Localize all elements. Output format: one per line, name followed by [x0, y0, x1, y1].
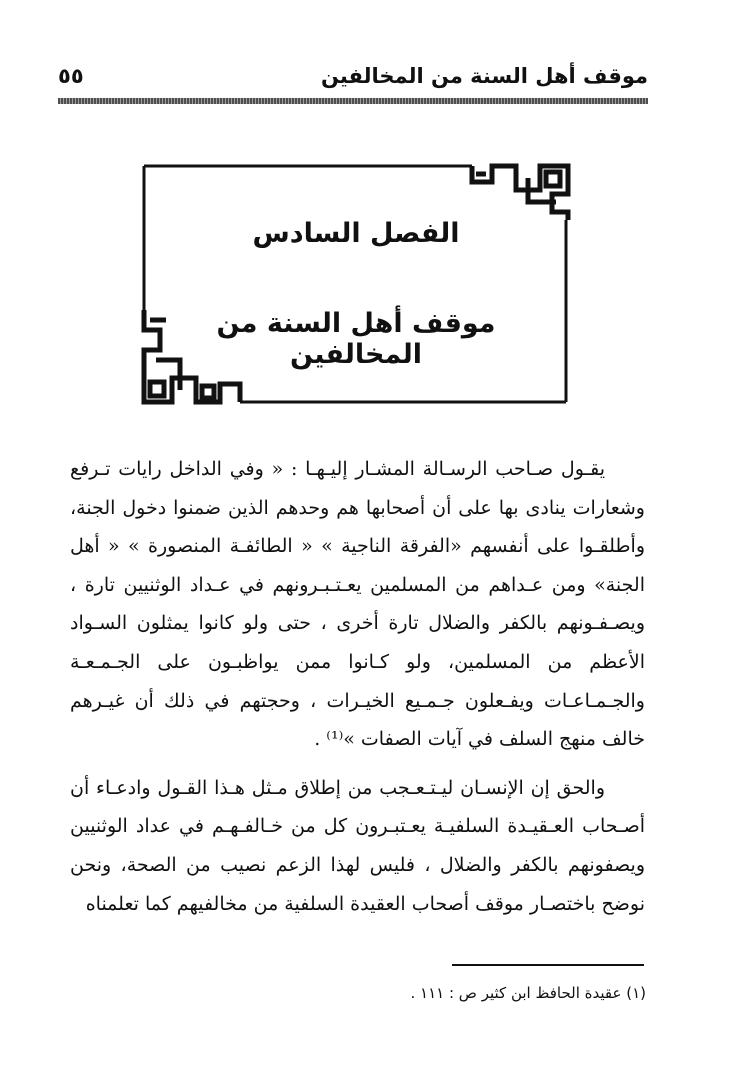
page-number: ٥٥ — [58, 64, 84, 88]
footnote: (١) عقيدة الحافظ ابن كثير ص : ١١١ . — [410, 984, 646, 1002]
paragraph: والحق إن الإنسـان ليـتـعـجب من إطلاق مـثل هـذا القـول وادعـاء أن أصـحاب العـقيـدة السلفيـة يعـتبـرون كل من خـالفـهـم في عداد الوثنيين ويصفونهم بالكفر والضلال ، فليس لهذا الزعم نصيب من الصحة، ونحن نوضح باختصـار موقف أصحاب العقيدة السلفية من مخالفيهم كما تعلمناه — [70, 776, 645, 915]
running-title: موقف أهل السنة من المخالفين — [321, 64, 648, 88]
chapter-title: موقف أهل السنة من المخالفين — [216, 308, 496, 370]
ornamental-border-icon — [136, 160, 576, 408]
running-head — [58, 58, 648, 98]
header-rule — [58, 98, 648, 104]
footnote-rule — [452, 964, 644, 966]
body-text — [70, 450, 645, 933]
chapter-title-frame — [136, 160, 576, 408]
paragraph: يقـول صـاحب الرسـالة المشـار إليـهـا : « وفي الداخل رايات تـرفع وشعارات ينادى بها على أن أصحابها هم وحدهم الذين ضمنوا دخول الجنة، وأطلقـوا على أنفسهم «الفرقة الناجية » « الطائفـة المنصورة » « أهل الجنة» ومن عـداهم من المسلمين يعـتـبـرونهم في عـداد الوثنيين تارة ، ويصـفـونهم بالكفر والضلال تارة أخرى ، حتى ولو كانوا يمثلون السـواد الأعظم من المسلمين، ولو كـانوا ممن يواظبـون على الجـمـعـة والجـمـاعـات ويفـعلون جـمـيع الخيـرات ، وحجتهم في ذلك أن غيـرهم خالف منهج السلف في آيات الصفات »⁽¹⁾ . — [70, 458, 645, 751]
chapter-label: الفصل السادس — [252, 218, 460, 249]
